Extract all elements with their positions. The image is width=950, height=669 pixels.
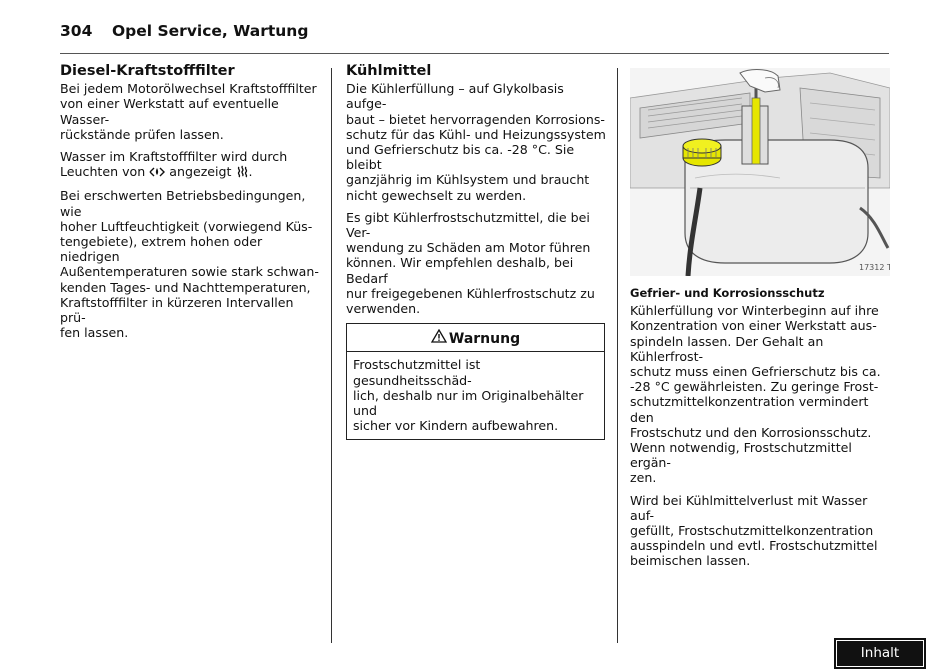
coolant-paragraph-1: Die Kühlerfüllung – auf Glykolbasis aufge- baut – bietet hervorragenden Korrosions- schutz für das Kühl- und Heizungssystem und Gefrierschutz bis ca. -28 °C. Sie bleibt ganzjährig im Kühlsystem und braucht nicht gewechselt zu werden. — [346, 81, 606, 203]
column-coolant — [346, 64, 608, 440]
figure-caption: Gefrier- und Korrosionsschutz — [630, 286, 825, 300]
diesel-p2-before: Wasser im Kraftstofffilter wird durch Leuchten von — [60, 149, 288, 180]
diesel-paragraph-3: Bei erschwerten Betriebsbedingungen, wie hoher Luftfeuchtigkeit (vorwiegend Küs- tengebiete), extrem hohen oder niedrigen Außentemperaturen sowie stark schwan- kenden Tages- und Nachttemperaturen, Kraftstofffilter in kürzeren Intervallen prü- fen lassen. — [60, 188, 319, 341]
antifreeze-paragraph-2: Wird bei Kühlmittelverlust mit Wasser auf- gefüllt, Frostschutzmittelkonzentration ausspindeln und evtl. Frostschutzmittel beimischen lassen. — [630, 492, 878, 569]
antifreeze-paragraph-1: Kühlerfüllung vor Winterbeginn auf ihre Konzentration von einer Werkstatt aus- spindeln lassen. Der Gehalt an Kühlerfrost- schutz muss einen Gefrierschutz bis ca. -28 °C gewährleisten. Zu geringe Frost- schutzmittelkonzentration vermindert den Frostschutz und den Korrosionsschutz. Wenn notwendig, Frostschutzmittel ergän- zen. — [630, 303, 881, 486]
column-diesel-filter — [60, 64, 322, 347]
warning-box — [346, 323, 605, 440]
figure-number: 17312 T — [859, 263, 890, 272]
warning-title: Warnung — [448, 331, 521, 348]
diesel-paragraph-2 — [60, 149, 322, 181]
column-divider-2 — [617, 68, 618, 643]
coolant-reservoir-illustration — [630, 68, 890, 276]
coolant-paragraph-2: Es gibt Kühlerfrostschutzmittel, die bei Ver- wendung zu Schäden am Motor führen können. Wir empfehlen deshalb, bei Bedarf nur freigegebenen Kühlerfrostschutz zu verwenden. — [346, 209, 595, 317]
inhalt-button[interactable]: Inhalt — [836, 640, 924, 667]
warning-text: Frostschutzmittel ist gesundheitsschäd- lich, deshalb nur im Originalbehälter und sicher vor Kindern aufbewahren. — [353, 357, 584, 434]
diesel-p2-after: . — [248, 164, 253, 180]
water-in-fuel-icon — [149, 166, 165, 181]
page-header — [60, 22, 308, 40]
warning-triangle-icon — [431, 329, 447, 346]
preheat-coil-icon — [236, 165, 249, 181]
section-heading-coolant: Kühlmittel — [346, 63, 432, 79]
warning-header — [347, 324, 604, 352]
section-heading-diesel: Diesel-Kraftstofffilter — [60, 63, 235, 79]
page-number: 304 — [60, 22, 93, 40]
diesel-p2-middle: angezeigt — [165, 164, 236, 180]
chapter-title: Opel Service, Wartung — [112, 22, 309, 40]
header-rule — [60, 53, 889, 54]
diesel-paragraph-1: Bei jedem Motorölwechsel Kraftstofffilter von einer Werkstatt auf eventuelle Wasser- rückstände prüfen lassen. — [60, 81, 317, 142]
column-antifreeze — [630, 286, 892, 576]
column-divider-1 — [331, 68, 332, 643]
